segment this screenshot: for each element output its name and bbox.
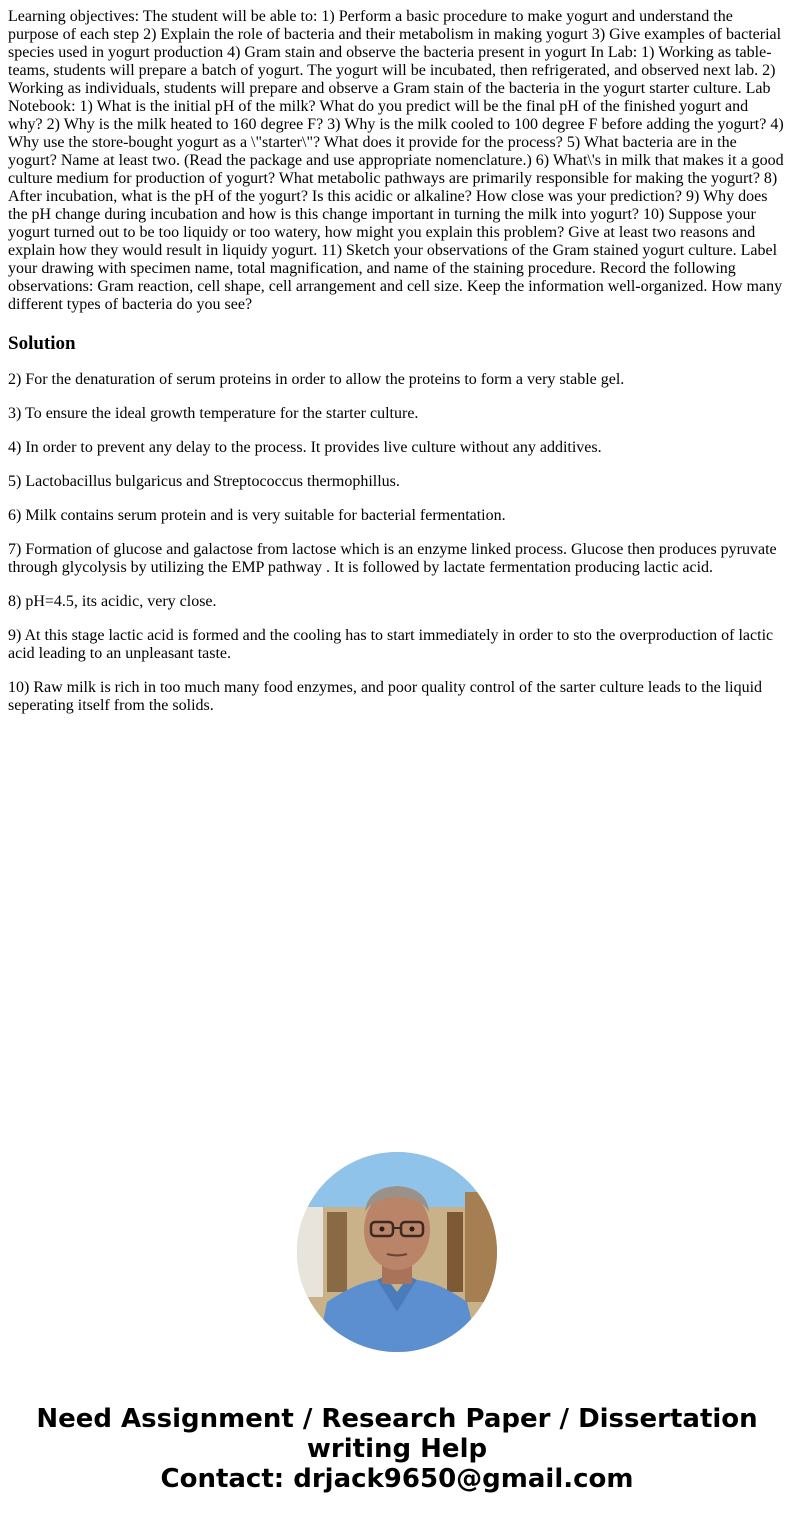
promo-contact[interactable]: Contact: drjack9650@gmail.com bbox=[160, 1464, 634, 1494]
promo-block bbox=[0, 1152, 794, 1494]
answer-item: 8) pH=4.5, its acidic, very close. bbox=[8, 593, 217, 610]
answer-item: 3) To ensure the ideal growth temperature for the starter culture. bbox=[8, 405, 419, 422]
avatar-portrait bbox=[297, 1152, 497, 1352]
solution-heading: Solution bbox=[8, 333, 76, 354]
document-content bbox=[8, 8, 786, 715]
avatar bbox=[297, 1152, 497, 1352]
answer-item: 9) At this stage lactic acid is formed and the cooling has to start immediately in order to sto the overproduction of lactic acid leading to an unpleasant taste. bbox=[8, 627, 774, 662]
answer-item: 10) Raw milk is rich in too much many food enzymes, and poor quality control of the sarter culture leads to the liquid seperating itself from the solids. bbox=[8, 679, 763, 714]
answer-item: 7) Formation of glucose and galactose from lactose which is an enzyme linked process. Glucose then produces pyruvate through glycolysis by utilizing the EMP pathway . It is followed by lactate fermentation producing lactic acid. bbox=[8, 541, 777, 576]
answer-item: 2) For the denaturation of serum proteins in order to allow the proteins to form a very stable gel. bbox=[8, 371, 625, 388]
promo-text bbox=[0, 1404, 794, 1494]
promo-line: writing Help bbox=[306, 1434, 488, 1464]
answer-item: 5) Lactobacillus bulgaricus and Streptococcus thermophillus. bbox=[8, 473, 400, 490]
question-text: Learning objectives: The student will be able to: 1) Perform a basic procedure to make yogurt and understand the purpose of each step 2) Explain the role of bacteria and their metabolism in making yogurt 3) Give examples of bacterial species used in yogurt production 4) Gram stain and observe the bacteria present in yogurt In Lab: 1) Working as table-teams, students will prepare a batch of yogurt. The yogurt will be incubated, then refrigerated, and observed next lab. 2) Working as individuals, students will prepare and observe a Gram stain of the bacteria in the yogurt starter culture. Lab Notebook: 1) What is the initial pH of the milk? What do you predict will be the final pH of the finished yogurt and why? 2) Why is the milk heated to 160 degree F? 3) Why is the milk cooled to 100 degree F before adding the yogurt? 4) Why use the store-bought yogurt as a \"starter\"? What does it provide for the process? 5) What bacteria are in the yogurt? Name at least two. (Read the package and use appropriate nomenclature.) 6) What\'s in milk that makes it a good culture medium for production of yogurt? What metabolic pathways are primarily responsible for making the yogurt? 8) After incubation, what is the pH of the yogurt? Is this acidic or alkaline? How close was your prediction? 9) Why does the pH change during incubation and how is this change important in turning the milk into yogurt? 10) Suppose your yogurt turned out to be too liquidy or too watery, how might you explain this problem? Give at least two reasons and explain how they would result in liquidy yogurt. 11) Sketch your observations of the Gram stained yogurt culture. Label your drawing with specimen name, total magnification, and name of the staining procedure. Record the following observations: Gram reaction, cell shape, cell arrangement and cell size. Keep the information well-organized. How many different types of bacteria do you see? bbox=[8, 8, 784, 313]
answer-item: 6) Milk contains serum protein and is very suitable for bacterial fermentation. bbox=[8, 507, 506, 524]
answers-list bbox=[8, 371, 786, 715]
answer-item: 4) In order to prevent any delay to the process. It provides live culture without any additives. bbox=[8, 439, 602, 456]
promo-line: Need Assignment / Research Paper / Dissertation bbox=[36, 1404, 758, 1434]
